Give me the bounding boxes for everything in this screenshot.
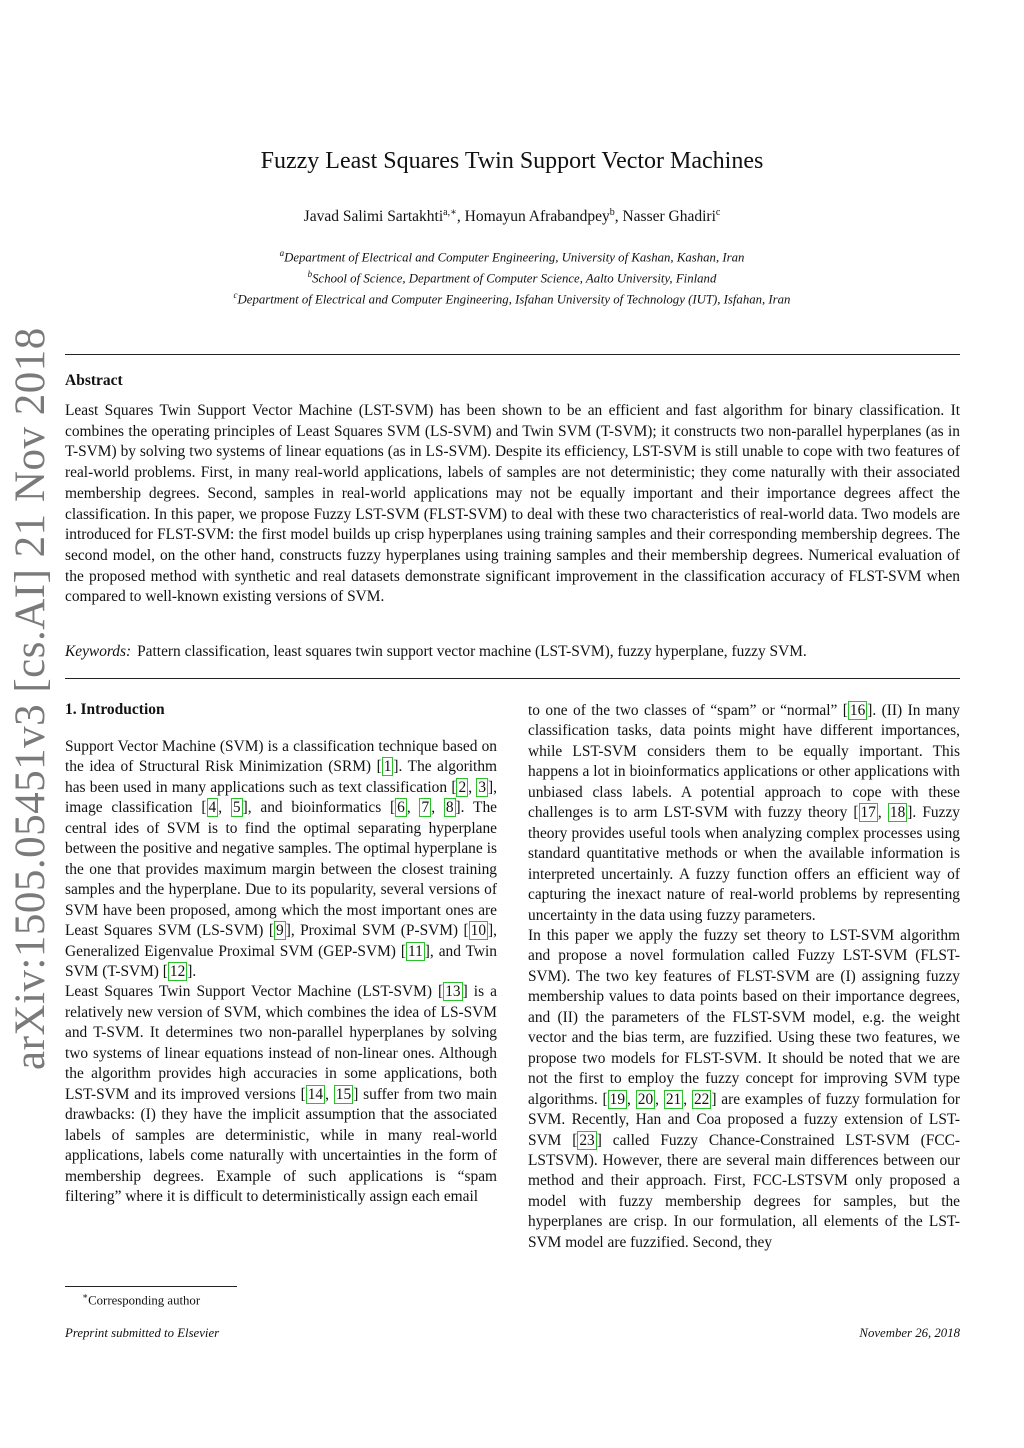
citation-link[interactable]: 11 bbox=[407, 942, 423, 960]
footnote-text: Corresponding author bbox=[88, 1293, 201, 1308]
footnote-rule bbox=[65, 1286, 237, 1287]
affiliation bbox=[0, 245, 1024, 266]
citation-link[interactable]: 7 bbox=[421, 799, 430, 817]
citation-link[interactable]: 17 bbox=[860, 804, 876, 822]
affiliation bbox=[0, 266, 1024, 287]
citation-link[interactable]: 18 bbox=[889, 804, 906, 822]
footnote-mark: ∗ bbox=[82, 1291, 89, 1301]
affiliation-mark: b bbox=[307, 268, 313, 279]
citation-link[interactable]: 4 bbox=[208, 799, 217, 817]
affiliation-text: Department of Electrical and Computer Engineering, Isfahan University of Technology (IUT), Isfahan, Iran bbox=[237, 291, 791, 306]
footer-preprint-note: Preprint submitted to Elsevier bbox=[65, 1326, 220, 1340]
author-name: Homayun Afrabandpey bbox=[464, 208, 610, 226]
paragraph: In this paper we apply the fuzzy set theory to LST-SVM algorithm and propose a novel formulation called Fuzzy LST-SVM (FLST-SVM). The two key features of FLST-SVM are (I) assigning fuzzy membership values to data points based on their importance degrees, and (II) the parameters of the FLST-SVM model, e.g. the weight vector and the bias term, are fuzzified. Using these two features, we propose two models for FLST-SVM. It should be noted that we are not the first to employ the fuzzy concept for improving SVM type algorithms. [ 19 , 20 , 21 , 22 ] are examples of fuzzy formulation for SVM. Recently, Han and Coa proposed a fuzzy extension of LST-SVM [ 23 ] called Fuzzy Chance-Constrained LST-SVM (FCC-LSTSVM). However, there are several main differences between our method and their approach. First, FCC-LSTSVM only proposed a model with fuzzy membership degrees for samples, but the hyperplanes are crisp. In our formulation, all elements of the LST-SVM model are fuzzified. Second, they bbox=[528, 926, 961, 1251]
citation-link[interactable]: 19 bbox=[609, 1090, 626, 1108]
section-heading: 1. Introduction bbox=[65, 701, 165, 718]
author-affiliation-mark: a,∗ bbox=[443, 207, 457, 218]
abstract-top-rule bbox=[65, 354, 960, 355]
paragraph: to one of the two classes of “spam” or “normal” [ 16 ]. (II) In many classification tasks, data points might have different importances, while LST-SVM considers them to be equally important. This happens a lot in bioinformatics applications or other applications with unbiased class labels. A potential approach to cope with these challenges is to arm LST-SVM with fuzzy theory [ 17 , 18 ]. Fuzzy theory provides useful tools when analyzing complex processes using standard quantitative methods or when the available information is interpreted uncertainly. A fuzzy function offers an efficient way of capturing the inexact nature of real-world problems by representing uncertainty in the data using fuzzy parameters. bbox=[528, 702, 960, 924]
citation-link[interactable]: 6 bbox=[397, 799, 405, 817]
left-column bbox=[65, 737, 497, 1207]
footer-date: November 26, 2018 bbox=[859, 1326, 960, 1340]
author-list: Javad Salimi Sartakhti$^{a,∗}$, Homayun Afrabandpey$^b$, Nasser Ghadiri$^c$ bbox=[303, 207, 721, 226]
abstract-bottom-rule bbox=[65, 678, 960, 679]
keywords bbox=[65, 642, 960, 663]
author-name: Nasser Ghadiri bbox=[622, 208, 716, 226]
paragraph: Least Squares Twin Support Vector Machine (LST-SVM) [ 13 ] is a relatively new version of SVM, which combines the idea of LS-SVM and T-SVM. It determines two non-parallel hyperplanes by solving two systems of linear equations instead of non-linear ones. Although the algorithm provides high accuracies in some applications, both LST-SVM and its improved versions [ 14 , 15 ] suffer from two main drawbacks: (I) they have the implicit assumption that the associated labels of samples are deterministic, while in many real-world applications, labels come naturally with uncertainties in the form of membership degrees. Example of such applications is “spam filtering” where it is difficult to deterministically assign each email bbox=[65, 983, 498, 1205]
citation-link[interactable]: 21 bbox=[665, 1090, 682, 1108]
citation-link[interactable]: 9 bbox=[275, 922, 284, 940]
affiliation-text: School of Science, Department of Computer Science, Aalto University, Finland bbox=[312, 271, 717, 286]
affiliation bbox=[0, 287, 1024, 308]
citation-link[interactable]: 20 bbox=[637, 1090, 654, 1108]
citation-link[interactable]: 8 bbox=[445, 799, 454, 817]
citation-link[interactable]: 14 bbox=[307, 1085, 324, 1103]
abstract-text: Least Squares Twin Support Vector Machine (LST-SVM) has been shown to be an efficient and fast algorithm for binary classification. It combines the operating principles of Least Squares SVM (LS-SVM) and Twin SVM (T-SVM); it constructs two non-parallel hyperplanes (as in T-SVM) by solving two systems of linear equations (as in LS-SVM). Despite its efficiency, LST-SVM is still unable to cope with two features of real-world problems. First, in many real-world applications, labels of samples are not deterministic; they come naturally with their associated membership degrees. Second, samples in real-world applications may not be equally important and their importance degrees affect the classification. In this paper, we propose Fuzzy LST-SVM (FLST-SVM) to deal with these two characteristics of real-world data. Two models are introduced for FLST-SVM: the first model builds up crisp hyperplanes using training samples and their corresponding membership degrees. The second model, on the other hand, constructs fuzzy hyperplanes using training samples and their membership degrees. Numerical evaluation of the proposed method with synthetic and real datasets demonstrate significant improvement in the classification accuracy of FLST-SVM when compared to well-known existing versions of SVM. bbox=[65, 402, 960, 606]
affiliation-mark: c bbox=[233, 289, 238, 300]
author-name: Javad Salimi Sartakhti bbox=[303, 208, 444, 226]
affiliation-list bbox=[0, 245, 1024, 307]
citation-link[interactable]: 5 bbox=[232, 799, 241, 817]
keywords-text: Pattern classification, least squares twin support vector machine (LST-SVM), fuzzy hyperplane, fuzzy SVM. bbox=[137, 643, 807, 660]
citation-link[interactable]: 3 bbox=[478, 778, 487, 796]
paper-title: Fuzzy Least Squares Twin Support Vector Machines bbox=[260, 148, 764, 174]
citation-link[interactable]: 2 bbox=[458, 778, 467, 796]
citation-link[interactable]: 16 bbox=[849, 702, 866, 719]
citation-link[interactable]: 10 bbox=[470, 922, 487, 940]
citation-link[interactable]: 23 bbox=[579, 1131, 595, 1149]
citation-link[interactable]: 1 bbox=[383, 758, 392, 776]
citation-link[interactable]: 12 bbox=[169, 962, 186, 980]
affiliation-mark: a bbox=[279, 248, 285, 258]
keywords-label: Keywords: bbox=[65, 643, 132, 660]
affiliation-text: Department of Electrical and Computer Engineering, University of Kashan, Kashan, Iran bbox=[284, 250, 745, 265]
paragraph: Support Vector Machine (SVM) is a classification technique based on the idea of Structural Risk Minimization (SRM) [ 1 ]. The algorithm has been used in many applications such as text classification [ 2 , 3 ], image classification [ 4 , 5 ], and bioinformatics [ 6 , 7 , 8 ]. The central ides of SVM is to find the optimal separating hyperplane between the positive and negative samples. The optimal hyperplane is the one that provides maximum margin between the closest training samples and the hyperplane. Due to its popularity, several versions of SVM have been proposed, among which the most important ones are Least Squares SVM (LS-SVM) [ 9 ], Proximal SVM (P-SVM) [ 10 ], Generalized Eigenvalue Proximal SVM (GEP-SVM) [ 11 ], and Twin SVM (T-SVM) [ 12 ]. bbox=[65, 738, 497, 980]
citation-link[interactable]: 15 bbox=[335, 1085, 352, 1103]
footnote bbox=[82, 1291, 200, 1308]
arxiv-identifier-stamp: arXiv:1505.05451v3 [cs.AI] 21 Nov 2018 bbox=[7, 327, 54, 1070]
abstract-heading: Abstract bbox=[65, 372, 123, 389]
author-affiliation-mark: c bbox=[715, 207, 721, 218]
citation-link[interactable]: 13 bbox=[445, 983, 461, 1001]
right-column bbox=[528, 701, 960, 1253]
citation-link[interactable]: 22 bbox=[693, 1090, 710, 1108]
author-affiliation-mark: b bbox=[609, 207, 615, 218]
